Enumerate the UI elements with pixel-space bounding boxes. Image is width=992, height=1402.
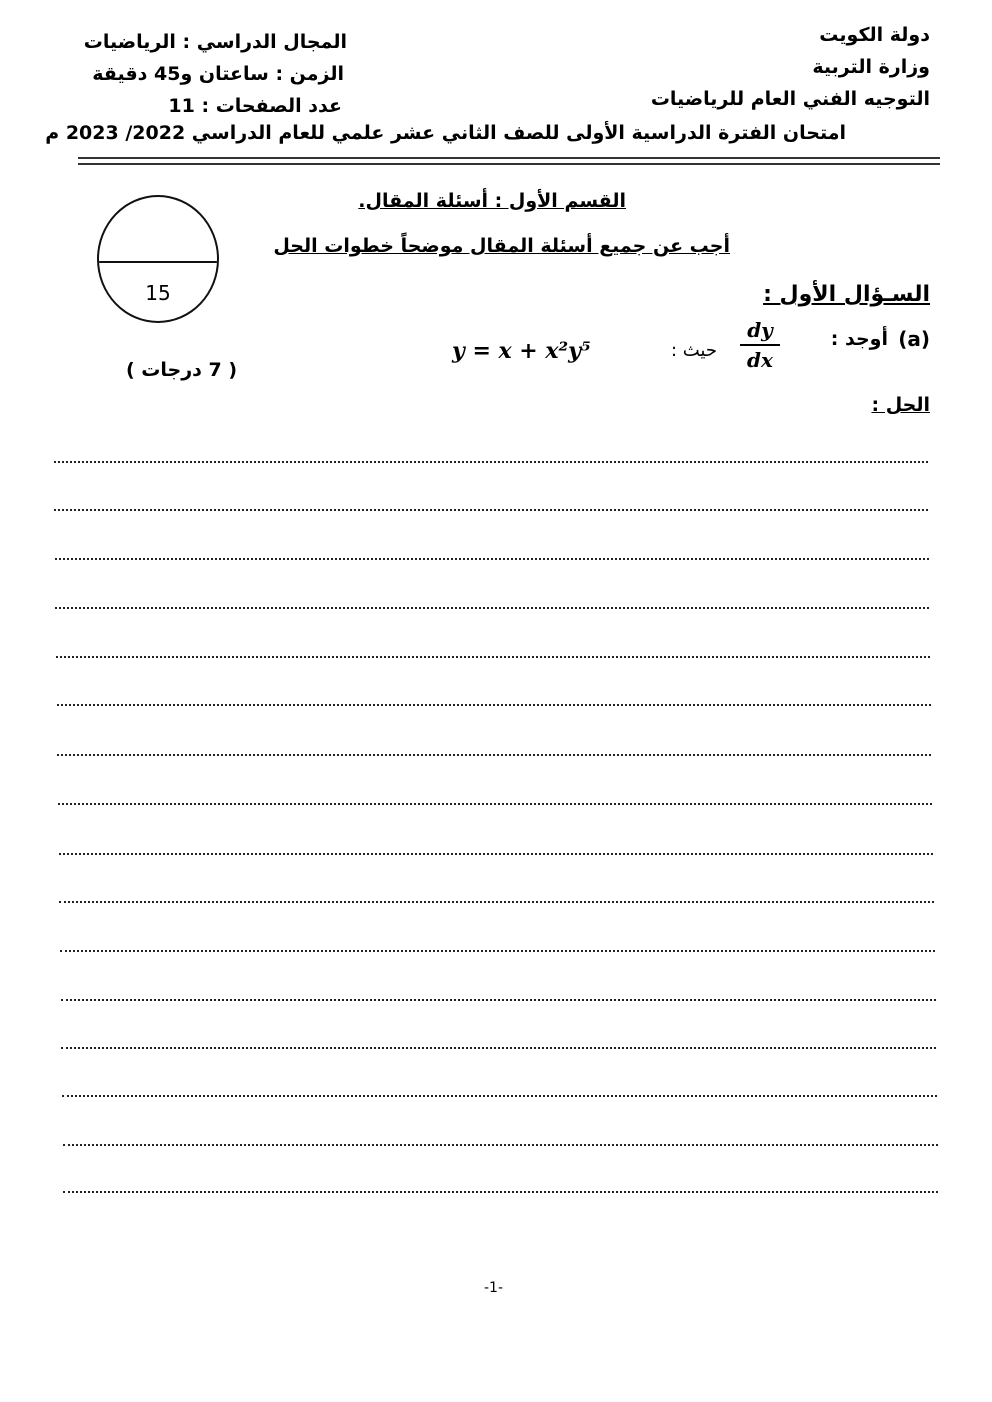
find-label: أوجد :: [830, 328, 888, 350]
derivative-denominator: dx: [747, 348, 773, 372]
solution-label: الحل :: [871, 394, 930, 416]
fraction-bar: [740, 344, 780, 346]
section-title: القسم الأول : أسئلة المقال.: [358, 190, 626, 212]
marks-label: ( 7 درجات ): [126, 359, 238, 381]
exam-duration: الزمن : ساعتان و45 دقيقة: [92, 63, 344, 85]
ministry-name: وزارة التربية: [812, 56, 930, 78]
part-label: (a): [898, 327, 930, 351]
answer-line[interactable]: [56, 656, 930, 658]
subject-field: المجال الدراسي : الرياضيات: [83, 31, 347, 53]
derivative-fraction: [740, 318, 780, 372]
section-instruction: أجب عن جميع أسئلة المقال موضحاً خطوات الحل: [273, 235, 730, 257]
derivative-numerator: dy: [747, 318, 773, 342]
department-name: التوجيه الفني العام للرياضيات: [650, 88, 930, 110]
answer-line[interactable]: [55, 607, 929, 609]
answer-line[interactable]: [61, 999, 936, 1001]
answer-line[interactable]: [54, 461, 928, 463]
answer-line[interactable]: [62, 1095, 937, 1097]
page-number: -1-: [484, 1280, 504, 1296]
question-heading: السـؤال الأول :: [763, 282, 930, 307]
where-label: حيث :: [670, 340, 717, 361]
answer-line[interactable]: [59, 901, 934, 903]
answer-line[interactable]: [63, 1191, 938, 1193]
header-divider-bottom: [78, 163, 940, 165]
header-divider-top: [78, 157, 940, 159]
answer-line[interactable]: [54, 509, 928, 511]
answer-line[interactable]: [57, 754, 931, 756]
answer-line[interactable]: [61, 1047, 936, 1049]
page-count: عدد الصفحات : 11: [168, 95, 342, 117]
score-value: 15: [145, 281, 171, 305]
equation: y = x + x²y⁵: [452, 338, 591, 364]
country-name: دولة الكويت: [819, 24, 930, 46]
exam-title: امتحان الفترة الدراسية الأولى للصف الثاني عشر علمي للعام الدراسي 2022/ 2023 م: [45, 122, 846, 144]
answer-line[interactable]: [60, 950, 935, 952]
answer-line[interactable]: [55, 558, 929, 560]
score-divider: [99, 261, 217, 263]
answer-line[interactable]: [58, 803, 932, 805]
answer-line[interactable]: [63, 1144, 938, 1146]
score-circle: [97, 195, 219, 323]
answer-line[interactable]: [57, 704, 931, 706]
answer-line[interactable]: [59, 853, 933, 855]
